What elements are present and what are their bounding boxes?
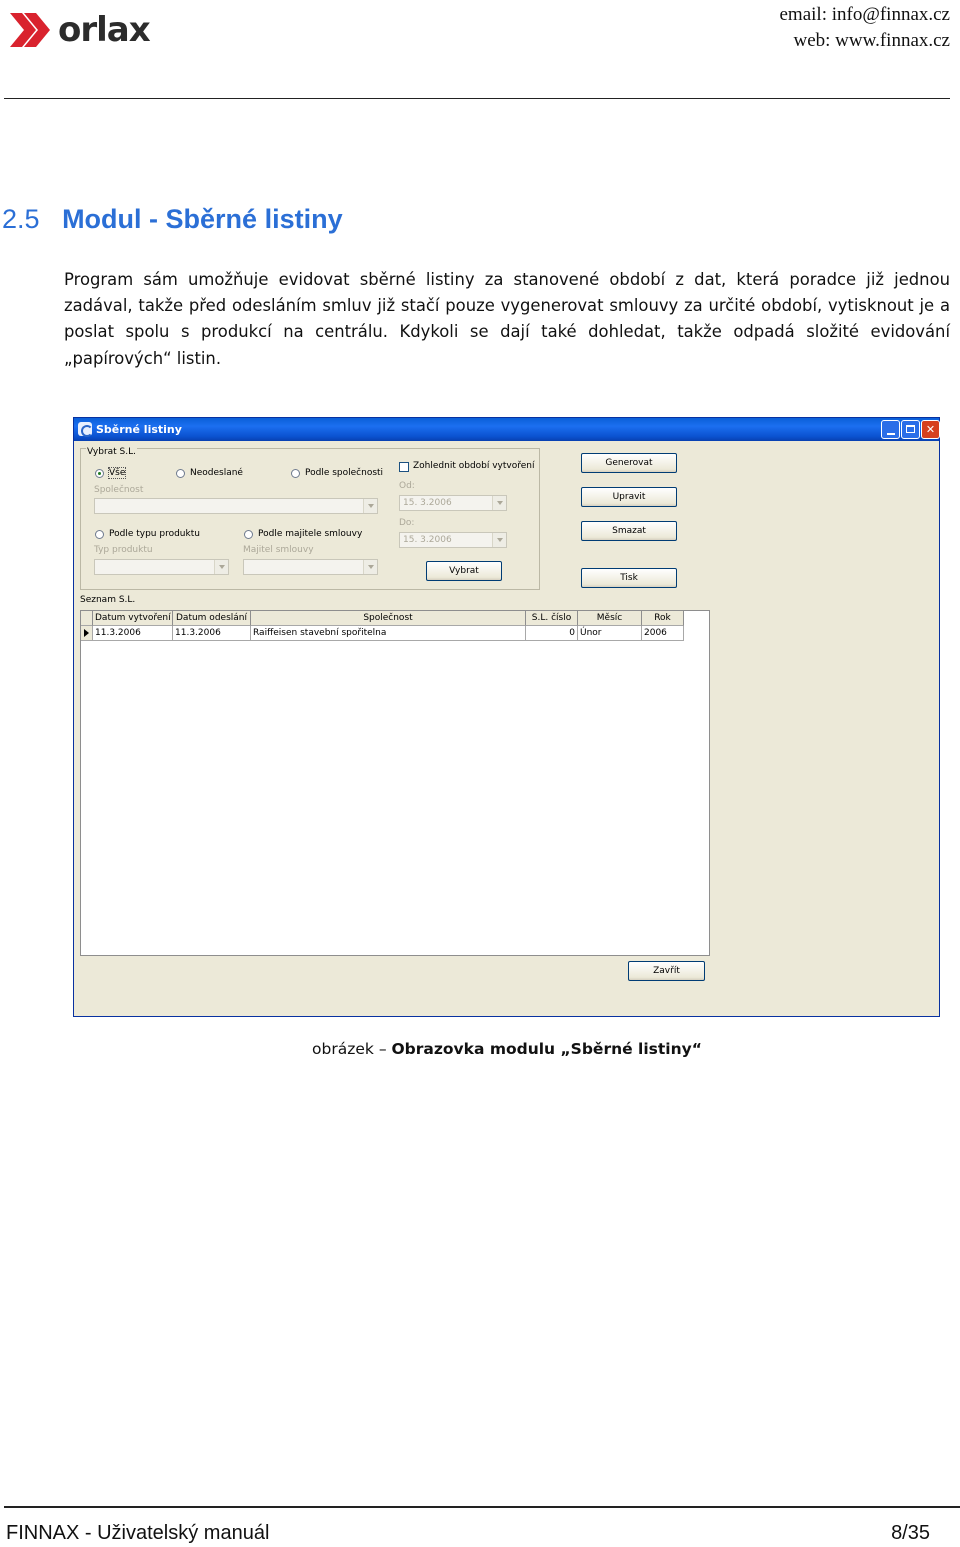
current-row-arrow-icon	[81, 626, 93, 641]
app-icon	[78, 422, 92, 436]
owner-label: Majitel smlouvy	[243, 545, 314, 555]
section-number: 2.5	[2, 204, 40, 234]
list-label: Seznam S.L.	[80, 595, 136, 605]
chevron-down-icon	[363, 499, 377, 513]
table-header	[81, 611, 684, 626]
from-date-value: 15. 3.2006	[403, 498, 452, 508]
filter-group-label: Vybrat S.L.	[87, 447, 137, 457]
figure-caption	[0, 1040, 960, 1058]
table-cell[interactable]: Raiffeisen stavební spořitelna	[251, 626, 526, 641]
select-button[interactable]: Vybrat	[426, 561, 502, 581]
period-checkbox-label: Zohlednit období vytvoření	[413, 461, 535, 471]
logo-text: orlax	[58, 10, 150, 50]
radio-unsent[interactable]	[176, 469, 185, 478]
caption-title: Obrazovka modulu „Sběrné listiny“	[391, 1040, 702, 1058]
web-line[interactable]: web: www.finnax.cz	[793, 30, 950, 51]
company-label: Společnost	[94, 485, 144, 495]
column-header[interactable]: Měsíc	[578, 611, 642, 626]
to-date-picker[interactable]	[399, 532, 507, 548]
delete-button[interactable]: Smazat	[581, 521, 677, 541]
close-button[interactable]: Zavřít	[628, 961, 705, 981]
radio-by-owner-label: Podle majitele smlouvy	[258, 529, 363, 539]
column-header[interactable]: Společnost	[251, 611, 526, 626]
column-header[interactable]: Rok	[642, 611, 684, 626]
edit-button[interactable]: Upravit	[581, 487, 677, 507]
radio-by-company[interactable]	[291, 469, 300, 478]
chevron-down-icon	[363, 560, 377, 574]
section-heading	[2, 204, 343, 235]
radio-all-label: Vše	[109, 468, 126, 478]
footer-title: FINNAX - Uživatelský manuál	[6, 1522, 270, 1544]
minimize-icon[interactable]	[881, 420, 900, 439]
footer-divider	[4, 1506, 960, 1508]
window-titlebar[interactable]	[74, 418, 939, 441]
chevron-down-icon	[214, 560, 228, 574]
generate-button[interactable]: Generovat	[581, 453, 677, 473]
radio-by-company-label: Podle společnosti	[305, 468, 384, 478]
header-divider	[4, 98, 950, 99]
table-row[interactable]	[81, 626, 684, 641]
chevron-down-icon	[492, 496, 506, 510]
column-header[interactable]: S.L. číslo	[526, 611, 578, 626]
orlax-logo	[8, 10, 150, 50]
email-line[interactable]: email: info@finnax.cz	[779, 4, 950, 25]
product-type-select[interactable]	[94, 559, 229, 575]
product-type-label: Typ produktu	[94, 545, 153, 555]
print-button[interactable]: Tisk	[581, 568, 677, 588]
column-header[interactable]: Datum vytvoření	[93, 611, 173, 626]
app-window	[73, 417, 940, 1017]
radio-by-product-type-label: Podle typu produktu	[109, 529, 200, 539]
period-checkbox[interactable]	[399, 462, 409, 472]
from-label: Od:	[399, 481, 415, 491]
owner-select[interactable]	[243, 559, 378, 575]
chevron-down-icon	[492, 533, 506, 547]
radio-unsent-label: Neodeslané	[190, 468, 243, 478]
to-label: Do:	[399, 518, 415, 528]
table-cell[interactable]: 0	[526, 626, 578, 641]
table-cell[interactable]: 2006	[642, 626, 684, 641]
table-cell[interactable]: 11.3.2006	[93, 626, 173, 641]
column-header[interactable]: Datum odeslání	[173, 611, 251, 626]
close-icon[interactable]: ✕	[921, 420, 940, 439]
radio-all[interactable]	[95, 469, 104, 478]
row-selector-header	[81, 611, 93, 626]
company-select[interactable]	[94, 498, 378, 514]
window-title: Sběrné listiny	[96, 423, 182, 436]
intro-paragraph: Program sám umožňuje evidovat sběrné listiny za stanovené období z dat, která poradce již jednou zadával, takže před odesláním smluv již stačí pouze vygenerovat smlouvy za určité období, vytisknout je a poslat spolu s produkcí na centrálu. Kdykoli se dají také dohledat, takže odpadá složité evidování „papírových“ listin.	[64, 270, 950, 368]
radio-by-owner[interactable]	[244, 530, 253, 539]
from-date-picker[interactable]	[399, 495, 507, 511]
list-table[interactable]	[80, 610, 710, 956]
caption-prefix: obrázek –	[312, 1040, 392, 1058]
orlax-logo-mark-icon	[8, 11, 52, 49]
maximize-icon[interactable]	[901, 420, 920, 439]
table-cell[interactable]: Únor	[578, 626, 642, 641]
section-title: Modul - Sběrné listiny	[62, 204, 343, 234]
page-number: 8/35	[891, 1522, 930, 1544]
radio-by-product-type[interactable]	[95, 530, 104, 539]
table-cell[interactable]: 11.3.2006	[173, 626, 251, 641]
contact-block	[780, 2, 951, 54]
to-date-value: 15. 3.2006	[403, 535, 452, 545]
